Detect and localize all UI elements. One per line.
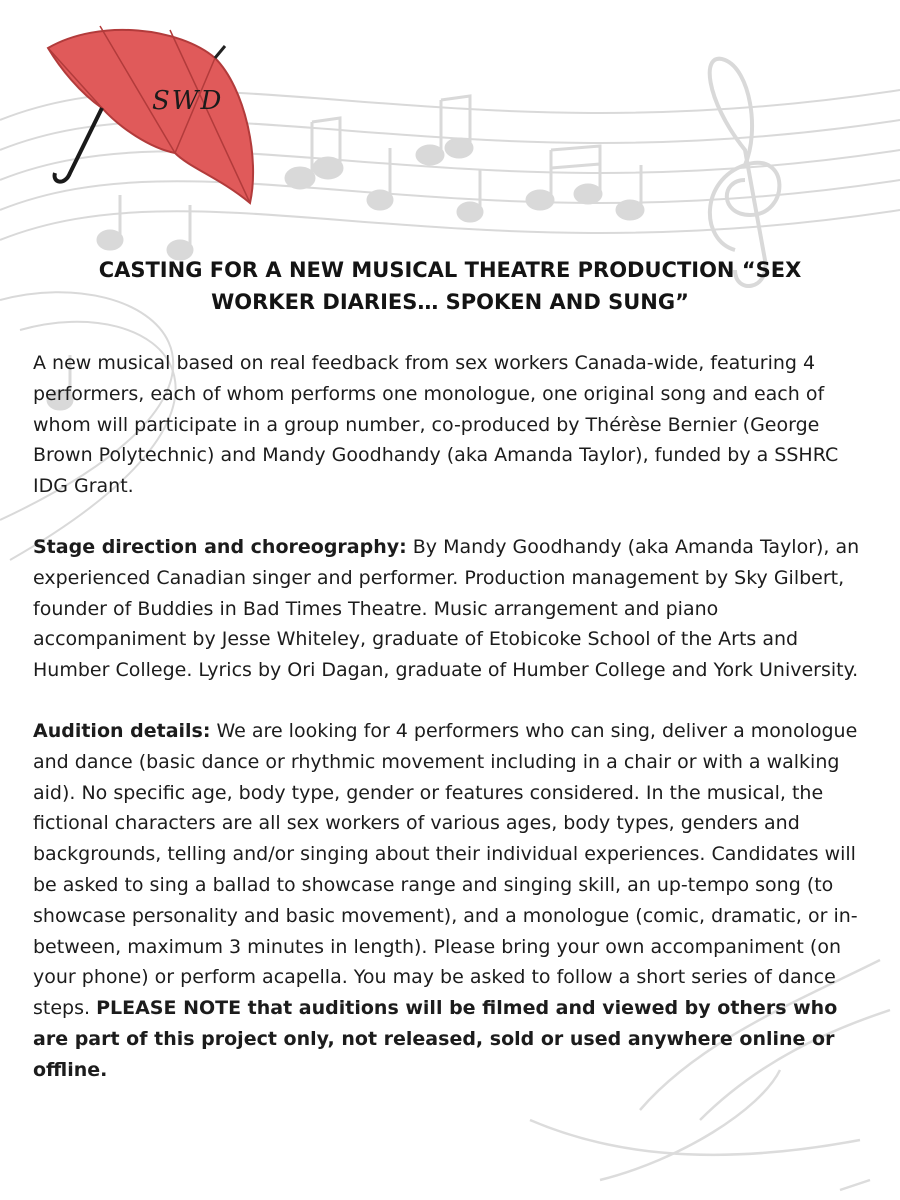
logo-text: SWD [152, 86, 224, 116]
audition-details-paragraph [33, 716, 873, 1086]
stage-direction-label: Stage direction and choreography: [33, 535, 407, 558]
document-body [33, 348, 873, 1116]
stage-direction-paragraph [33, 532, 873, 686]
intro-paragraph: A new musical based on real feedback from sex workers Canada-wide, featuring 4 performers, each of whom performs one monologue, one original song and each of whom will participate in a group number, co-produced by Thérèse Bernier (George Brown Polytechnic) and Mandy Goodhandy (aka Amanda Taylor), funded by a SSHRC IDG Grant. [33, 352, 839, 498]
audition-details-label: Audition details: [33, 719, 211, 742]
umbrella-logo [40, 8, 280, 208]
audition-note: PLEASE NOTE that auditions will be filmed and viewed by others who are part of this project only, not released, sold or used anywhere online or offline. [33, 997, 838, 1081]
page-title: CASTING FOR A NEW MUSICAL THEATRE PRODUCTION “SEX WORKER DIARIES… SPOKEN AND SUNG” [98, 258, 802, 314]
stage-direction-text: By Mandy Goodhandy (aka Amanda Taylor), an experienced Canadian singer and performer. Production management by Sky Gilbert, founder of Buddies in Bad Times Theatre. Music arrangement and piano accompaniment by Jesse Whiteley, graduate of Etobicoke School of the Arts and Humber College. Lyrics by Ori Dagan, graduate of Humber College and York University. [33, 535, 860, 682]
audition-details-text: We are looking for 4 performers who can sing, deliver a monologue and dance (basic dance or rhythmic movement including in a chair or with a walking aid). No specific age, body type, gender or features considered. In the musical, the fictional characters are all sex workers of various ages, body types, genders and backgrounds, telling and/or singing about their individual experiences. Candidates will be asked to sing a ballad to showcase range and singing skill, an up-tempo song (to showcase personality and basic movement), and a monologue (comic, dramatic, or in- between, maximum 3 minutes in length). Please bring your own accompaniment (on your phone) or perform acapella. You may be asked to follow a short series of dance steps. [33, 719, 858, 1020]
